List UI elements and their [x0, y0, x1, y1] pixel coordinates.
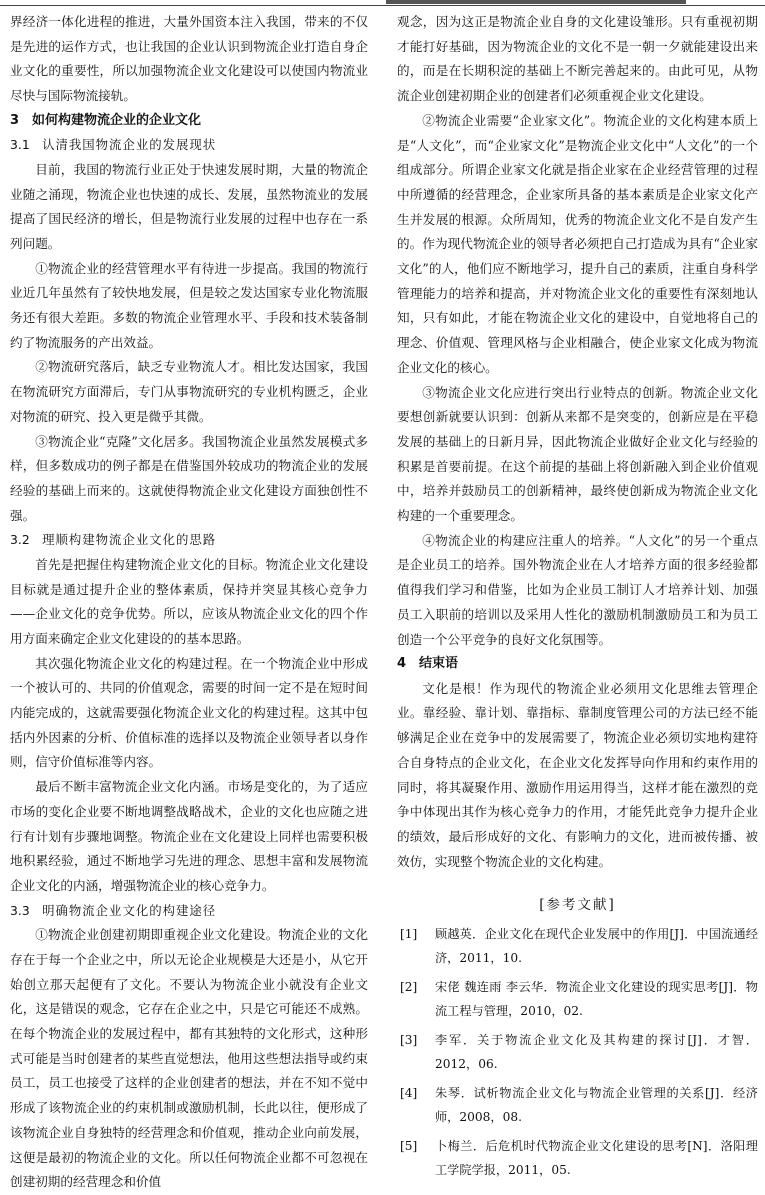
- paragraph: 其次强化物流企业文化的构建过程。在一个物流企业中形成一个被认可的、共同的价值观念，需要的时间一定不是在短时间内能完成的，这就需要强化物流企业文化的构建过程。这其中包括内外因素的分析、价值标准的选择以及物流企业领导者以身作则，信守价值标准等内容。: [10, 655, 368, 770]
- reference-item: [397, 1081, 758, 1129]
- paragraph: 文化是根！作为现代的物流企业必须用文化思维去管理企业。靠经验、靠计划、靠指标、靠制度管理公司的方法已经不能够满足企业在竞争中的发展需要了，物流企业必须切实地构建符合自身特点的企业文化，在企业文化发挥导向作用和约束作用的同时，将其凝聚作用、激励作用运用得当，这样才能在激烈的竞争中体现出其作为核心竞争力的作用，才能凭此竞争力提升企业的绩效，最后形成好的文化、有影响力的文化，进而被传播、被效仿，实现整个物流企业的文化构建。: [397, 680, 758, 869]
- reference-item: [397, 975, 758, 1023]
- reference-number: [2]: [400, 980, 418, 995]
- paragraph: ①物流企业创建初期即重视企业文化建设。物流企业的文化存在于每一个企业之中，所以无论企业规模是大还是小，从它开始创立那天起便有了文化。不要认为物流企业小就没有企业文化，这是错误的观念，它存在企业之中，只是它可能还不成熟。在每个物流企业的发展过程中，都有其独特的文化形式，这种形式可能是当时创建者的某些直觉想法，他用这些想法指导或约束员工，员工也接受了这样的企业创建者的想法，并在不知不觉中形成了该物流企业的约束机制或激励机制，长此以往，便形成了该物流企业自身独特的经营理念和价值观，推动企业向前发展，这便是最初的物流企业的文化。所以任何物流企业都不可忽视在创建初期的经营理念和价值: [10, 927, 368, 1190]
- paragraph: 最后不断丰富物流企业文化内涵。市场是变化的，为了适应市场的变化企业要不断地调整战略战术，企业的文化也应随之进行有计划有步骤地调整。物流企业在文化建设上同样也需要积极地积累经验，通过不断地学习先进的理念、思想丰富和发展物流企业文化的内涵，增强物流企业的核心竞争力。: [10, 779, 368, 893]
- paragraph: ④物流企业的构建应注重人的培养。“人文化”的另一个重点是企业员工的培养。国外物流企业在人才培养方面的很多经验都值得我们学习和借鉴，比如为企业员工制订人才培养计划、加强员工入职前的培训以及采用人性化的激励机制激励员工和为员工创造一个公平竞争的良好文化氛围等。: [397, 532, 758, 647]
- subsection-number: 3.1: [10, 137, 30, 153]
- subsection-title: 理顺构建物流企业文化的思路: [42, 532, 217, 548]
- reference-text: 顾越英．企业文化在现代企业发展中的作用[J]．中国流通经济，2011，10.: [435, 927, 758, 966]
- reference-item: [397, 1028, 758, 1076]
- section-heading-4: 4 结束语: [397, 656, 459, 672]
- reference-text: 李军．关于物流企业文化及其构建的探讨[J]．才智．2012，06.: [435, 1033, 758, 1072]
- subsection-heading-3-1: [10, 133, 368, 158]
- subsection-heading-3-2: [10, 528, 368, 553]
- references-list: [397, 922, 758, 1182]
- subsection-number: 3.3: [10, 902, 30, 918]
- reference-text: 朱琴．试析物流企业文化与物流企业管理的关系[J]．经济师，2008，08.: [435, 1086, 758, 1125]
- paragraph: ②物流企业需要“企业家文化”。物流企业的文化构建本质上是“人文化”，而“企业家文化”是物流企业文化中“人文化”的一个组成部分。所谓企业家文化就是指企业家在企业经营管理的过程中所遵循的经营理念，企业家所具备的基本素质是企业家文化产生并发展的根源。众所周知，优秀的物流企业文化不是自发产生的。作为现代物流企业的领导者必须把自己打造成为具有“企业家文化”的人，他们应不断地学习，提升自己的素质，注重自身科学管理能力的培养和提高，并对物流企业文化的重要性有深刻地认知，只有如此，才能在物流企业文化的建设中，自觉地将自己的理念、价值观、管理风格与企业相融合，使企业家文化成为物流企业文化的核心。: [397, 112, 758, 375]
- reference-item: [397, 1134, 758, 1182]
- references-heading: [参考文献]: [539, 897, 616, 914]
- running-header-rule: [0, 0, 765, 6]
- subsection-title: 认清我国物流企业的发展现状: [42, 137, 217, 153]
- right-column: [397, 10, 758, 1182]
- left-column: [10, 10, 368, 1195]
- reference-item: [397, 922, 758, 970]
- paragraph: ②物流研究落后，缺乏专业物流人才。相比发达国家，我国在物流研究方面滞后，专门从事物流研究的专业机构匮乏，企业对物流的研究、投入更是微乎其微。: [10, 359, 368, 424]
- paragraph: ③物流企业文化应进行突出行业特点的创新。物流企业文化要想创新就要认识到：创新从来都不是突变的，创新应是在平稳发展的基础上的日新月异，因此物流企业做好企业文化与经验的积累是首要前提。在这个前提的基础上将创新融入到企业价值观中，培养并鼓励员工的创新精神，最终使创新成为物流企业文化构建的一个重要理念。: [397, 384, 758, 524]
- subsection-heading-3-3: [10, 899, 368, 924]
- header-line: [0, 5, 765, 6]
- paragraph: ③物流企业“克隆”文化居多。我国物流企业虽然发展模式多样，但多数成功的例子都是在借鉴国外较成功的物流企业的发展经验的基础上而来的。这就使得物流企业文化建设方面独创性不强。: [10, 433, 368, 523]
- reference-number: [3]: [400, 1033, 418, 1048]
- reference-text: 宋佬 魏连雨 李云华．物流企业文化建设的现实思考[J]．物流工程与管理，2010，02.: [435, 980, 758, 1019]
- paragraph-continued: 界经济一体化进程的推进，大量外国资本注入我国，带来的不仅是先进的运作方式，也让我国的企业认识到物流企业打造自身企业文化的重要性，所以加强物流企业文化建设可以使国内物流业尽快与国际物流接轨。: [10, 14, 368, 104]
- paragraph: ①物流企业的经营管理水平有待进一步提高。我国的物流行业近几年虽然有了较快地发展，但是较之发达国家专业化物流服务还有很大差距。多数的物流企业管理水平、手段和技术装备制约了物流服务的产出效益。: [10, 260, 368, 350]
- reference-number: [5]: [400, 1139, 418, 1154]
- reference-number: [4]: [400, 1086, 418, 1101]
- subsection-title: 明确物流企业文化的构建途径: [42, 902, 217, 918]
- paragraph-continued: 观念，因为这正是物流企业自身的文化建设雏形。只有重视初期才能打好基础，因为物流企业的文化不是一朝一夕就能建设出来的，而是在长期积淀的基础上不断完善起来的。由此可见，从物流企业创建初期企业的创建者们必须重视企业文化建设。: [397, 14, 758, 104]
- paragraph: 目前，我国的物流行业正处于快速发展时期，大量的物流企业随之涌现，物流企业也快速的成长、发展，虽然物流业的发展提高了国民经济的增长，但是物流行业发展的过程中也存在一系列问题。: [10, 161, 368, 251]
- paragraph: 首先是把握住构建物流企业文化的目标。物流企业文化建设目标就是通过提升企业的整体素质，保持并突显其核心竞争力——企业文化的竞争优势。所以，应该从物流企业文化的四个作用方面来确定企业文化建设的的基本思路。: [10, 556, 368, 646]
- section-heading-3: 3 如何构建物流企业的企业文化: [10, 112, 202, 128]
- running-header-cropped: [386, 0, 686, 4]
- reference-text: 卜梅兰．后危机时代物流企业文化建设的思考[N]．洛阳理工学院学报，2011，05.: [435, 1139, 758, 1178]
- reference-number: [1]: [400, 927, 418, 942]
- subsection-number: 3.2: [10, 532, 30, 548]
